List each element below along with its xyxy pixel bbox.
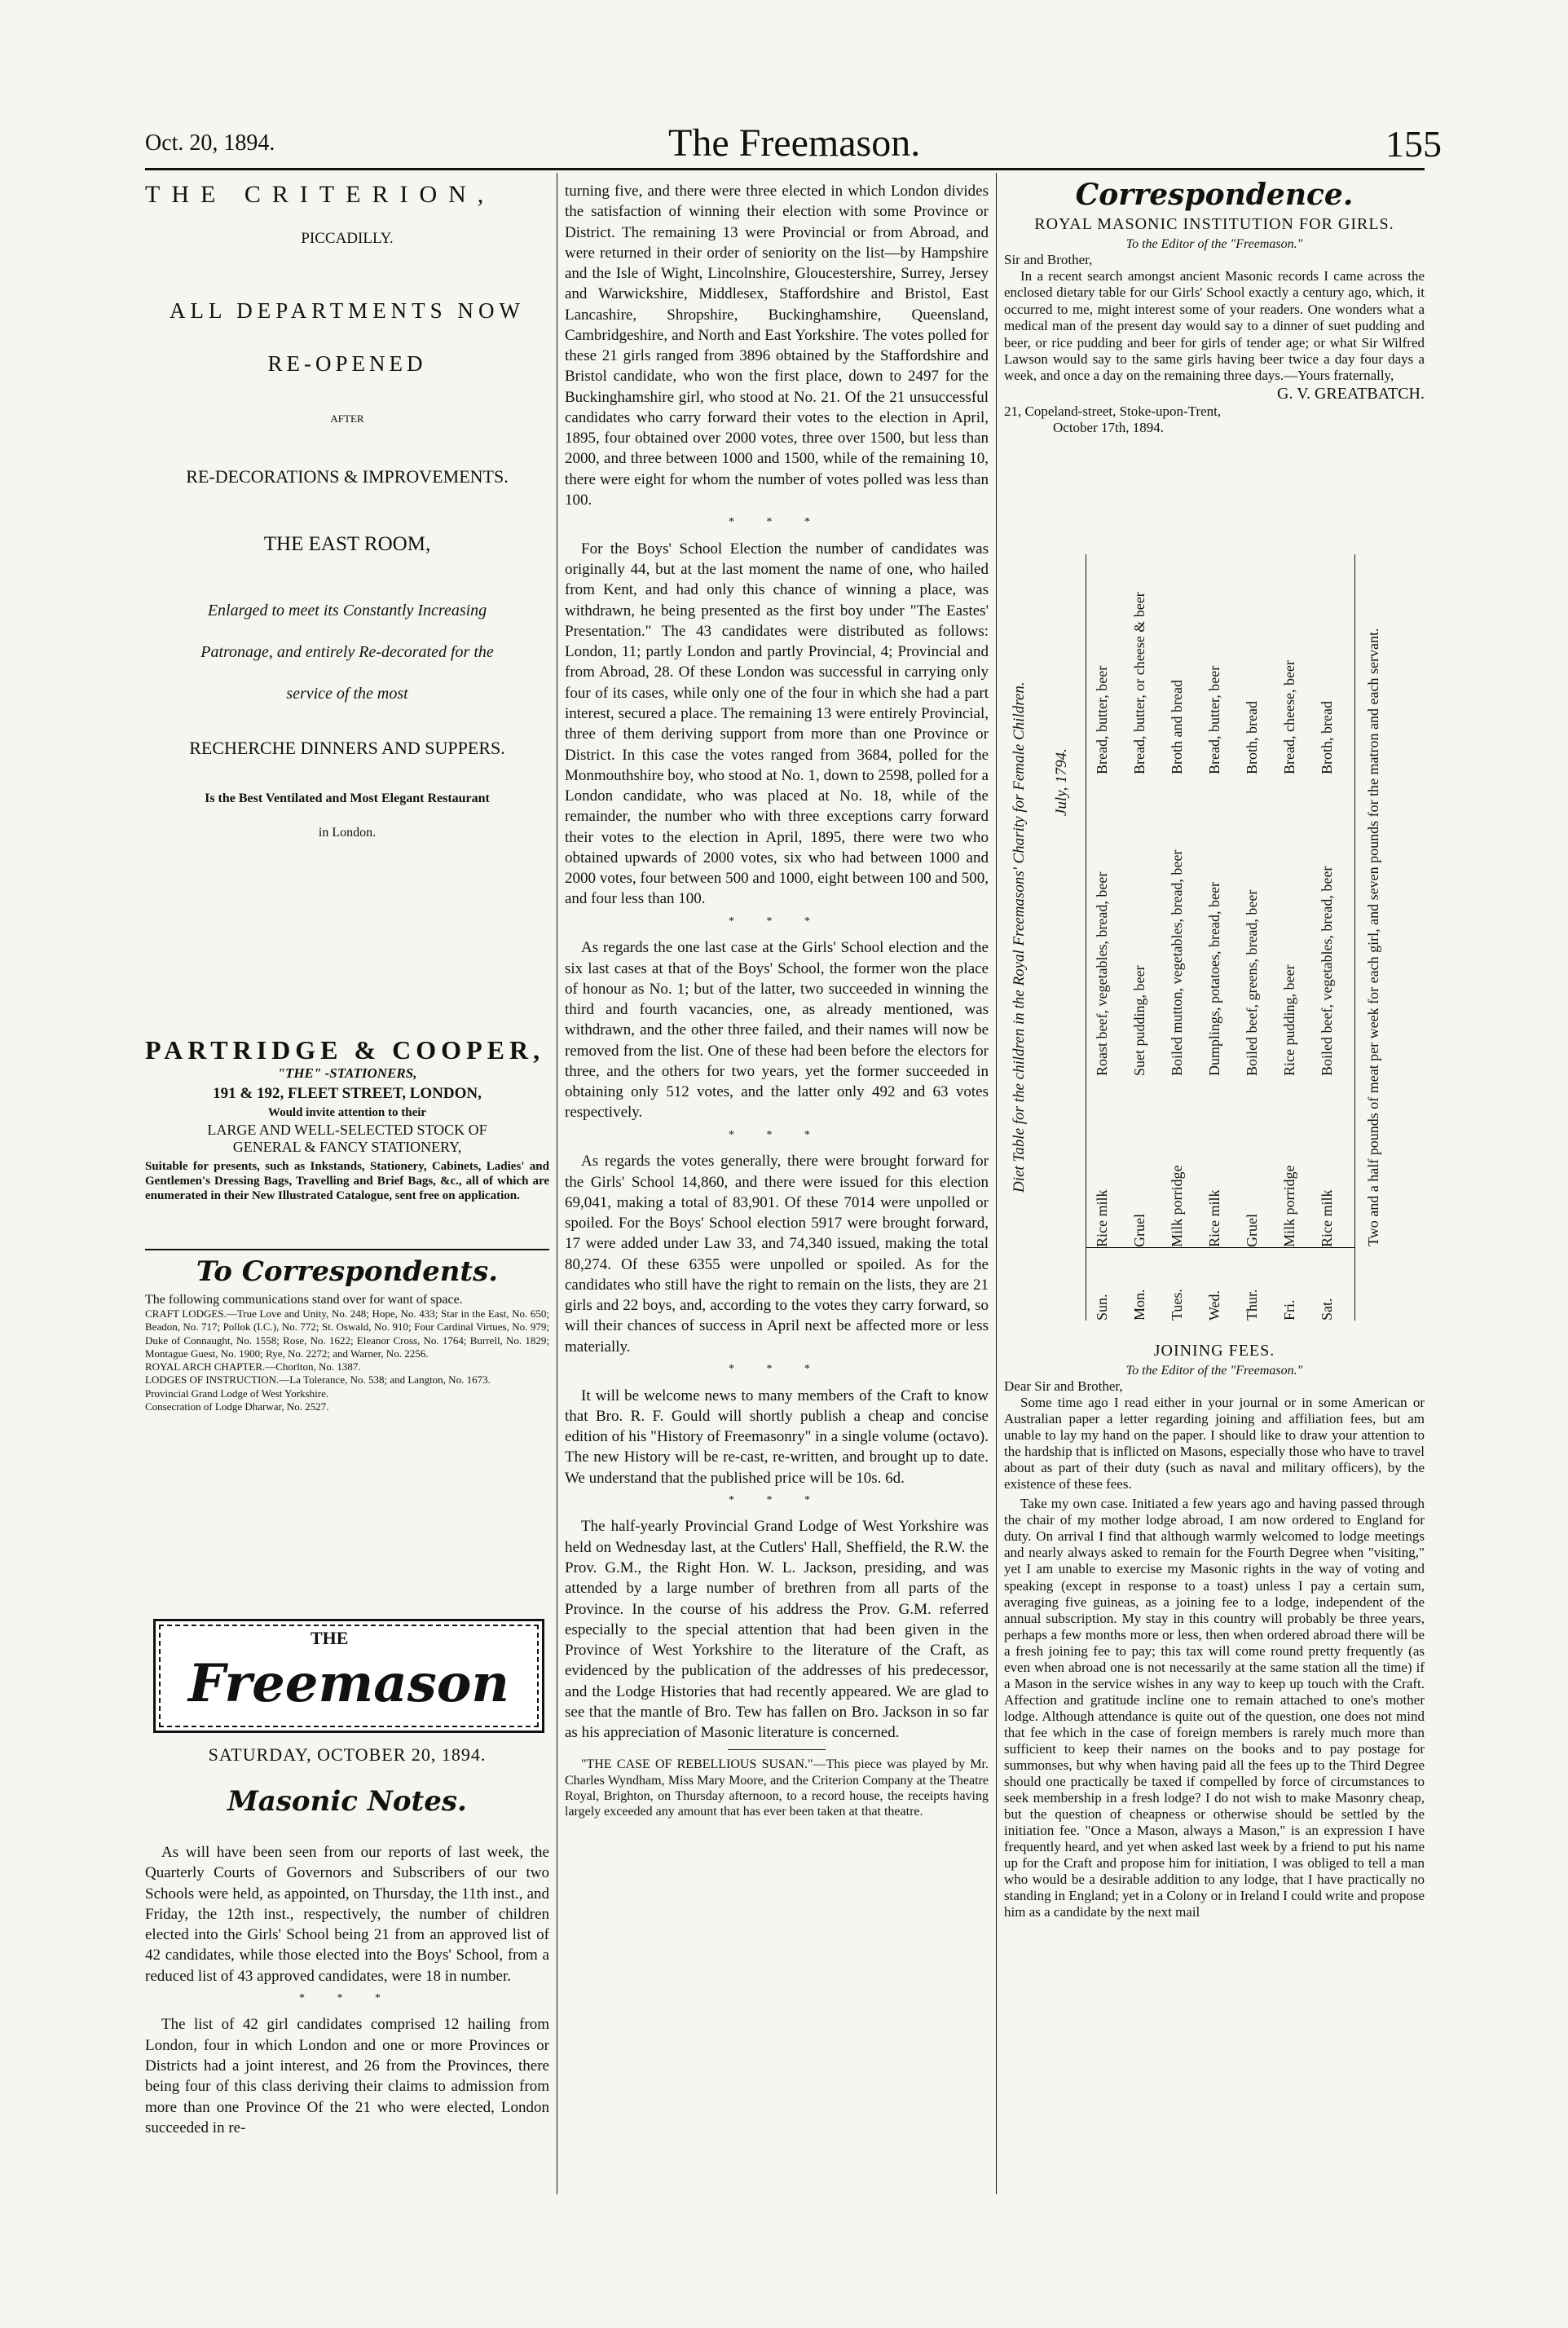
short-rule <box>728 1749 826 1750</box>
criterion-line3: AFTER <box>330 412 364 425</box>
partridge-stock1: LARGE AND WELL-SELECTED STOCK OF <box>207 1122 487 1138</box>
diet-table-title: Diet Table for the children in the Royal Freemasons' Charity for Female Children. <box>1011 681 1028 1193</box>
criterion-line7: Patronage, and entirely Re-decorated for the <box>200 643 494 661</box>
diet-dinner: Boiled mutton, vegetables, bread, beer <box>1169 849 1185 1076</box>
partridge-advert <box>145 1035 549 1203</box>
diet-supper: Bread, butter, beer <box>1094 665 1110 774</box>
criterion-place: PICCADILLY. <box>301 230 394 247</box>
diet-table <box>1004 546 1425 1329</box>
partridge-body: Suitable for presents, such as Inkstands, Stationery, Cabinets, Ladies' and Gentlemen's Dressing Bags, Travelling and Brief Bags, &c., all of which are enumerated in their New Illustrated Catalogue, sent free on application. <box>145 1160 549 1202</box>
diet-dinner: Dumplings, potatoes, bread, beer <box>1206 882 1222 1076</box>
star-divider: * * * <box>299 1991 395 2004</box>
diet-dinner: Boiled beef, vegetables, bread, beer <box>1319 866 1335 1076</box>
criterion-line4: RE-DECORATIONS & IMPROVEMENTS. <box>186 466 509 487</box>
notes-paragraph-8: The half-yearly Provincial Grand Lodge of West Yorkshire was held on Wednesday last, at the Cutlers' Hall, Sheffield, the R.W. the Prov. G.M., the Right Hon. W. L. Jackson, presiding, and was attended by a large number of brethren from all parts of the Province. In the course of his address the Prov. G.M. referred especially to the special attention that had been given in the Province of West Yorkshire to the literature of the Craft, as evidenced by the publication of the addresses of his predecessor, and the Lodge Histories that had recently appeared. We are glad to see that the mantle of Bro. Tew has fallen on Bro. Jackson in so far as his appreciation of Masonic literature is concerned. <box>565 1518 989 1742</box>
notes-paragraph-5: As regards the one last case at the Girls' School election and the six last cases at that of the Boys' School, the former won the place of honour as No. 1; but of the latter, two succeeded in winning the third and fourth vacancies, one, as already mentioned, was withdrawn, and the other three failed, and their names will now be removed from the list. One of these had been before the electors for three, and the others for two years, yet the former succeeded in obtaining only 512 votes, and the latter only 492 and 63 votes respectively. <box>565 939 989 1122</box>
diet-table-rule <box>1086 1247 1354 1248</box>
partridge-invite: Would invite attention to their <box>267 1106 427 1119</box>
notes-paragraph-2: The list of 42 girl candidates comprised 12 hailing from London, four in which London and one or more Provinces or Districts had a joint interest, and 26 from the Provinces, there being four of this class deriving their claims to admission from more than one Province Of the 21 who were elected, London succeeded in re- <box>145 2016 549 2136</box>
correspondence-heading: Correspondence. <box>1075 178 1354 212</box>
diet-dinner: Suet pudding, beer <box>1131 965 1147 1076</box>
salutation-2: Dear Sir and Brother, <box>1004 1378 1123 1394</box>
diet-breakfast: Rice milk <box>1094 1189 1110 1247</box>
diet-supper: Bread, cheese, beer <box>1281 660 1297 774</box>
header-title: The Freemason. <box>668 121 921 165</box>
star-divider: * * * <box>729 516 825 529</box>
star-divider: * * * <box>729 915 825 928</box>
masthead-date: SATURDAY, OCTOBER 20, 1894. <box>208 1744 487 1765</box>
criterion-advert <box>145 181 549 840</box>
diet-table-date: July, 1794. <box>1053 748 1070 817</box>
royal-arch: ROYAL ARCH CHAPTER.—Chorlton, No. 1387. <box>145 1360 361 1373</box>
masthead-name: Freemason <box>188 1652 509 1714</box>
diet-breakfast: Milk porridge <box>1281 1165 1297 1247</box>
diet-supper: Broth, bread <box>1244 701 1260 774</box>
star-divider: * * * <box>729 1128 825 1141</box>
notes-paragraph-6: As regards the votes generally, there were brought forward for the Girls' School 14,860, and there were issued for this election 69,041, making a total of 83,901. Of these 7014 were unpolled or spoiled. For the Boys' School election 5917 were brought forward, 17 were added under Law 33, and 74,340 issued, making the total 80,274. Of these 6355 were unpolled or spoiled. As for the candidates who still have the right to remain on the lists, they are 21 girls and 22 boys, and, according to the votes they carry forward, so will their chances of success in April next be affected more or less materially. <box>565 1153 989 1356</box>
diet-table-rule <box>1354 554 1355 1321</box>
correspondence-sub1: ROYAL MASONIC INSTITUTION FOR GIRLS. <box>1034 215 1394 233</box>
to-editor-2: To the Editor of the "Freemason." <box>1125 1364 1303 1378</box>
notes-paragraph-3: turning five, and there were three elected in which London divides the satisfaction of winning their election with some Province or District. The remaining 13 were Provincial or from Abroad, and were returned in their order of seniority on the list—by Hampshire and the Isle of Wight, Lincolnshire, Gloucestershire, Surrey, Jersey and Warwickshire, Middlesex, Staffordshire and Bristol, East Lancashire, Shropshire, Buckinghamshire, Queensland, Cambridgeshire, and North and East Yorkshire. The votes polled for these 21 girls ranged from 3896 obtained by the Staffordshire and Bristol candidate, who won the first place, down to 2497 for the Buckinghamshire girl, who stood at No. 21. Of the 21 unsuccessful candidates who carry forward their votes to the election in April, 1895, four obtained over 2000 votes, three over 1500, but less than 2000, and three between 1000 and 1500, while of the remaining 10, there were eight for whom the number of votes polled was less than 100. <box>565 183 989 509</box>
diet-day: Sun. <box>1094 1294 1110 1321</box>
provincial-grand-lodge: Provincial Grand Lodge of West Yorkshire. <box>145 1387 329 1400</box>
diet-dinner: Roast beef, vegetables, bread, beer <box>1094 871 1110 1076</box>
to-correspondents-intro: The following communications stand over for want of space. <box>145 1293 463 1307</box>
freemason-masthead-logo <box>153 1619 544 1733</box>
criterion-line8: service of the most <box>286 685 408 703</box>
header-rule <box>145 168 1425 170</box>
diet-day: Wed. <box>1206 1290 1222 1321</box>
header-date: Oct. 20, 1894. <box>145 130 275 156</box>
diet-breakfast: Milk porridge <box>1169 1165 1185 1247</box>
partridge-address: 191 & 192, FLEET STREET, LONDON, <box>213 1085 482 1102</box>
notes-paragraph-1: As will have been seen from our reports of last week, the Quarterly Courts of Governors and Subscribers of our two Schools were held, as appointed, on Thursday, the 11th inst., and Friday, the 12th inst., respectively, the number of children elected into the Girls' School being 21 from an approved list of 42 candidates, while those elected into the Boys' School, from a reduced list of 43 approved candidates, were 18 in number. <box>145 1844 549 1985</box>
diet-day: Fri. <box>1281 1299 1297 1321</box>
criterion-line9: RECHERCHE DINNERS AND SUPPERS. <box>189 738 505 758</box>
diet-day: Thur. <box>1244 1289 1260 1321</box>
ad-rule <box>145 1249 549 1250</box>
star-divider: * * * <box>729 1362 825 1375</box>
column-rule-2 <box>996 173 997 2194</box>
notes-paragraph-7: It will be welcome news to many members of the Craft to know that Bro. R. F. Gould will shortly publish a cheap and concise edition of his "History of Freemasonry" in a single volume (octavo). The new History will be re-cast, re-written, and brought up to date. We understand that the published price will be 10s. 6d. <box>565 1387 989 1487</box>
to-editor: To the Editor of the "Freemason." <box>1125 237 1303 251</box>
partridge-stock2: GENERAL & FANCY STATIONERY, <box>232 1139 462 1155</box>
criterion-line6: Enlarged to meet its Constantly Increasing <box>207 602 487 619</box>
diet-breakfast: Rice milk <box>1206 1189 1222 1247</box>
diet-table-footnote <box>1363 554 1412 1321</box>
to-correspondents <box>145 1255 549 1413</box>
partridge-name: PARTRIDGE & COOPER, <box>145 1035 545 1065</box>
partridge-sub: "THE" -STATIONERS, <box>277 1065 417 1081</box>
diet-breakfast: Gruel <box>1244 1214 1260 1247</box>
criterion-name: THE CRITERION, <box>145 181 496 208</box>
joining-fees-para-1: Some time ago I read either in your journal or in some American or Australian paper a letter regarding joining and affiliation fees, but am unable to lay my hand on the paper. I should like to draw your attention to the hardship that is inflicted on Masons, especially those who have to travel about as part of their duty (such as naval and military officers), by the existence of these fees. <box>1004 1395 1425 1492</box>
signature: G. V. GREATBATCH. <box>1277 384 1425 403</box>
correspondence-section <box>1004 178 1425 436</box>
masthead-the: THE <box>311 1628 349 1648</box>
joining-fees-para-2: Take my own case. Initiated a few years ago and having passed through the chair of my mother lodge abroad, I am now ordered to England for duty. On arrival I find that although warmly welcomed to lodge meetings and nearly always asked to remain for the Fourth Degree when "visiting," yet I am unable to exercise my Masonic rights in the way of voting and speaking (except in response to a toast) unless I pay a certain sum, averaging five guineas, as a joining fee to a lodge, independent of the annual subscription. My stay in this country will probably be three years, perhaps a few months more or less, then when ordered abroad there will be a fresh joining fee to pay; this tax will come round pretty frequently (as even when abroad one is not necessarily at the same station all the time) if a Mason in the service wishes in any way to keep up touch with the Craft. Affection and gratitude incline one to remain attached to one's mother lodge. Although attendance is quite out of the question, one does not mind that fee which in the case of foreign members is rarely much more than sufficient to keep their names on the books and to pay postage for summonses, but why when having paid all the fees up to the Third Degree should one practically be taxed if compelled by force of circumstances to seek membership in a fresh lodge? I do not wish to make Masonry cheap, but the question of cheapness or otherwise should be settled by the initiation fee. "Once a Mason, always a Mason," is an expression I have frequently heard, and yet when asked last week by a friend to put his name up for the Craft and propose him for initiation, I was obliged to tell a man who would be a desirable addition to any lodge, that I have practically no standing in England; yet in a Colony or in Ireland I could write and propose him as a candidate by the next mail <box>1004 1496 1425 1920</box>
address1: 21, Copeland-street, Stoke-upon-Trent, <box>1004 403 1222 419</box>
criterion-line5: THE EAST ROOM, <box>263 533 431 555</box>
lodges-of-instruction: LODGES OF INSTRUCTION.—La Tolerance, No. 538; and Langton, No. 1673. <box>145 1373 491 1387</box>
diet-breakfast: Gruel <box>1131 1214 1147 1247</box>
notes-paragraph-4: For the Boys' School Election the number of candidates was originally 44, but at the last moment the name of one, who hailed from Kent, and had only this chance of winning a place, was withdrawn, he being presented as the first boy under "The Eastes' Presentation." The 43 candidates were distributed as follows: London, 11; partly London and partly Provincial, 4; Provincial and from Abroad, 28. Of these London was successful in carrying only four of its cases, while only one of the four in which she had a part interest, secured a place. The remaining 13 were entirely Provincial, three of them deriving support from more than one Province or District. In this case the votes ranged from 3684, polled for the Monmouthshire boy, who stood at No. 1, down to 2598, polled for a London candidate, who was placed at No. 18, while of the remainder, the number who with three exceptions carry forward their votes to the election in April, 1895, there were two who obtained upwards of 2000 votes, six who had between 1000 and 2000 votes, four between 500 and 1000, eight between 100 and 500, and four less than 100. <box>565 540 989 908</box>
notes-paragraph-9: "THE CASE OF REBELLIOUS SUSAN."—This piece was played by Mr. Charles Wyndham, Miss Mary Moore, and the Criterion Company at the Theatre Royal, Brighton, on Thursday afternoon, to a record house, the receipts having largely exceeded any amount that has ever been taken at that theatre. <box>565 1757 989 1819</box>
page-number: 155 <box>1385 123 1442 165</box>
criterion-line10: Is the Best Ventilated and Most Elegant Restaurant <box>205 791 490 805</box>
consecration: Consecration of Lodge Dharwar, No. 2527. <box>145 1400 329 1413</box>
diet-supper: Broth, bread <box>1319 701 1335 774</box>
masonic-notes-col1 <box>145 1842 549 2143</box>
criterion-line11: in London. <box>318 826 377 840</box>
page-header <box>0 0 1568 163</box>
criterion-line1: ALL DEPARTMENTS NOW <box>170 298 525 323</box>
salutation: Sir and Brother, <box>1004 252 1093 267</box>
address2: October 17th, 1894. <box>1053 419 1164 435</box>
diet-day: Sat. <box>1319 1298 1335 1321</box>
criterion-line2: RE-OPENED <box>267 351 427 376</box>
diet-day: Tues. <box>1169 1289 1185 1321</box>
footnote-text: Two and a half pounds of meat per week for each girl, and seven pounds for the matron and each servant. <box>1365 628 1381 1247</box>
star-divider: * * * <box>729 1493 825 1506</box>
diet-dinner: Boiled beef, greens, bread, beer <box>1244 889 1260 1076</box>
diet-dinner: Rice pudding, beer <box>1281 964 1297 1076</box>
joining-fees-heading: JOINING FEES. <box>1153 1342 1275 1360</box>
craft-lodges: CRAFT LODGES.—True Love and Unity, No. 248; Hope, No. 433; Star in the East, No. 650; Beadon, No. 717; Pollok (I.C.), No. 772; St. Oswald, No. 910; Four Cardinal Virtues, No. 979; Duke of Connaught, No. 1558; Rose, No. 1622; Eleanor Cross, No. 1764; Burrell, No. 1829; Montague Guest, No. 1900; Rye, No. 2272; and Warner, No. 2256. <box>145 1307 549 1360</box>
masthead-border-ornament <box>159 1625 539 1727</box>
diet-supper: Broth and bread <box>1169 680 1185 774</box>
diet-breakfast: Rice milk <box>1319 1189 1335 1247</box>
to-correspondents-heading: To Correspondents. <box>196 1255 499 1288</box>
diet-day: Mon. <box>1131 1289 1147 1321</box>
joining-fees-section <box>1004 1342 1425 1921</box>
diet-supper: Bread, butter, beer <box>1206 665 1222 774</box>
masonic-notes-col2 <box>565 181 989 1824</box>
diet-supper: Bread, butter, or cheese & beer <box>1131 592 1147 774</box>
masonic-notes-heading: Masonic Notes. <box>227 1785 467 1818</box>
letter-body: In a recent search amongst ancient Masonic records I came across the enclosed dietary table for our Girls' School exactly a century ago, which, it occurred to me, might interest some of your readers. One wonders what a medical man of the present day would say to a dinner of suet pudding and beer, or rice pudding and beer for girls of tender age; or what Sir Wilfred Lawson would say to the same girls having beer twice a day four days a week, and once a day on the remaining three days.—Yours fraternally, <box>1004 268 1425 384</box>
